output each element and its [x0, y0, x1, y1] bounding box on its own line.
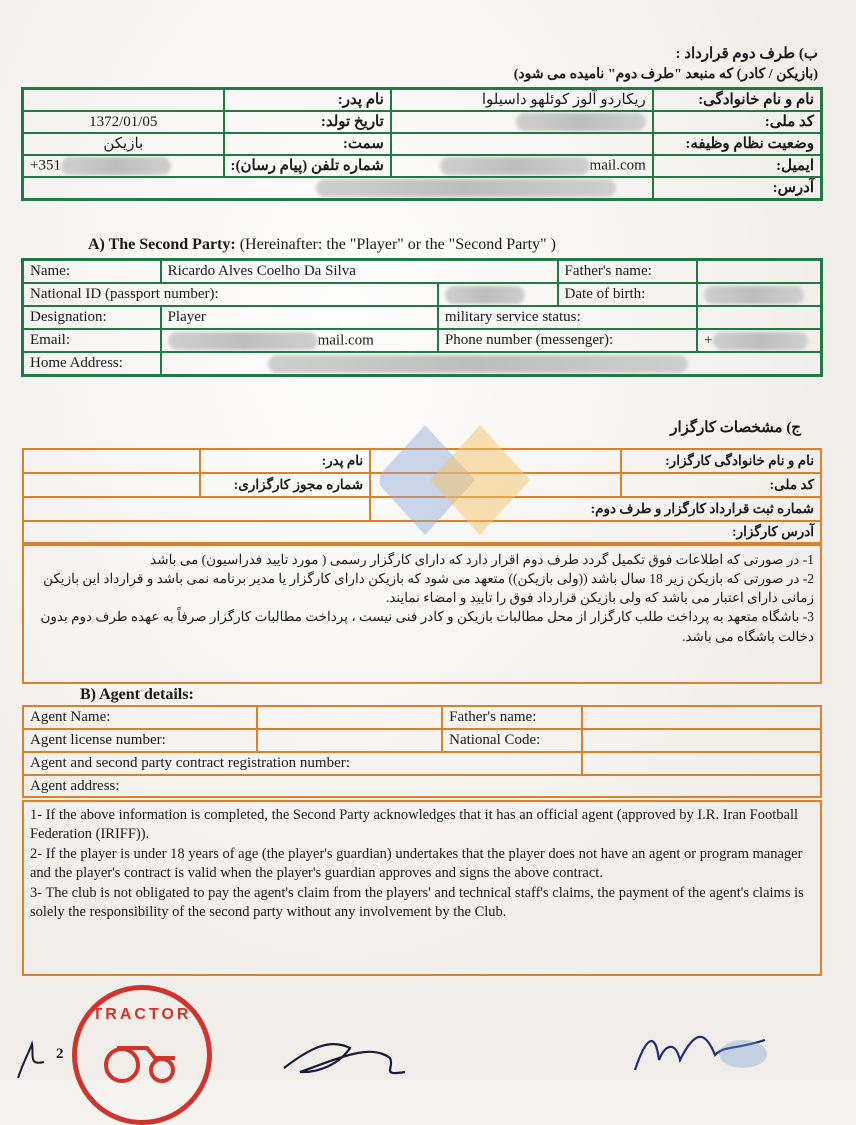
en-name-value: Ricardo Alves Coelho Da Silva: [161, 260, 558, 283]
en-nid-value: [438, 283, 558, 306]
en-note-2: 2- If the player is under 18 years of age (the player's guardian) undertakes that the player does not have an agent or program manager and the player's contract is valid when the player's guardian approves and signs the above contract.: [30, 845, 803, 882]
en-agent-father-value: [582, 706, 821, 729]
redaction-blur: [440, 157, 590, 175]
en-military-label: military service status:: [438, 306, 697, 329]
en-second-party-heading: A) The Second Party: (Hereinafter: the "Player" or the "Second Party" ): [88, 236, 556, 253]
fa-agent-license-label: شماره مجوز کارگزاری:: [200, 473, 370, 497]
en-designation-label: Designation:: [23, 306, 161, 329]
fa-agent-father-value: [23, 449, 200, 473]
redaction-blur: [316, 179, 616, 197]
fa-agent-notes: [22, 544, 822, 684]
fa-agent-address-label: آدرس کارگزار:: [23, 521, 821, 543]
fa-agent-reg-label: شماره ثبت قرارداد کارگزار و طرف دوم:: [370, 497, 821, 521]
fa-military-label: وضعیت نظام وظیفه:: [653, 133, 821, 155]
en-email-value: mail.com: [161, 329, 438, 352]
en-agent-name-label: Agent Name:: [23, 706, 257, 729]
en-address-label: Home Address:: [23, 352, 161, 375]
fa-phone-value: +351: [23, 155, 224, 177]
fa-second-party-subtitle: (بازیکن / کادر) که منبعد "طرف دوم" نامیده می شود): [513, 67, 818, 82]
en-agent-reg-value: [582, 752, 821, 775]
en-email-label: Email:: [23, 329, 161, 352]
fa-address-value: [23, 177, 653, 199]
en-agent-name-value: [257, 706, 442, 729]
en-address-value: [161, 352, 821, 375]
fa-email-value: mail.com: [391, 155, 653, 177]
fa-note-2: 2- در صورتی که بازیکن زیر 18 سال باشد ((ولی بازیکن)) متعهد می شود که بازیکن دارای کارگزار یا مدیر برنامه نمی باشد و قرارداد این بازیکن زمانی دارای اعتبار می باشد که ولی بازیکن قرارداد فوق را تایید و امضاء نمایند.: [43, 571, 814, 606]
redaction-blur: [268, 355, 688, 373]
fa-nid-value: [391, 111, 653, 133]
fa-post-value: بازیکن: [23, 133, 224, 155]
fa-agent-nid-label: کد ملی:: [621, 473, 821, 497]
fa-address-label: آدرس:: [653, 177, 821, 199]
fa-phone-label: شماره تلفن (پیام رسان):: [224, 155, 391, 177]
fa-second-party-title: ب) طرف دوم قرارداد :: [675, 46, 818, 62]
en-phone-label: Phone number (messenger):: [438, 329, 697, 352]
redaction-blur: [445, 286, 525, 304]
fa-name-value: ریکاردو آلوز کوئلهو داسیلوا: [391, 89, 653, 111]
redaction-blur: [704, 286, 804, 304]
club-stamp-icon: TRACTOR: [72, 985, 212, 1125]
fa-note-3: 3- باشگاه متعهد به پرداخت طلب کارگزار از محل مطالبات بازیکن و کادر فنی نیست ، پرداخت مطالبات کارگزار صرفاً به عهده طرف دوم بدون دخالت باشگاه می باشد.: [40, 609, 814, 644]
en-agent-heading: B) Agent details:: [80, 686, 194, 703]
en-agent-notes: [22, 800, 822, 976]
en-military-value: [697, 306, 821, 329]
agent-signature-icon: [280, 1028, 410, 1080]
redaction-blur: [168, 332, 318, 350]
fa-father-value: [23, 89, 224, 111]
en-agent-national-code-value: [582, 729, 821, 752]
en-agent-address-label: Agent address:: [23, 775, 821, 797]
fa-name-label: نام و نام خانوادگی:: [653, 89, 821, 111]
en-agent-table: [22, 705, 822, 798]
redaction-blur: [61, 157, 171, 175]
fa-agent-father-label: نام پدر:: [200, 449, 370, 473]
en-agent-national-code-label: National Code:: [442, 729, 582, 752]
en-agent-reg-label: Agent and second party contract registration number:: [23, 752, 582, 775]
en-phone-value: +: [697, 329, 821, 352]
fa-father-label: نام پدر:: [224, 89, 391, 111]
watermark-logo-icon: [380, 425, 530, 535]
fa-military-value: [391, 133, 653, 155]
en-agent-license-label: Agent license number:: [23, 729, 257, 752]
en-father-value: [697, 260, 821, 283]
en-agent-father-label: Father's name:: [442, 706, 582, 729]
en-designation-value: Player: [161, 306, 438, 329]
en-note-1: 1- If the above information is completed, the Second Party acknowledges that it has an official agent (approved by I.R. Iran Football Federation (IRIFF)).: [30, 807, 799, 843]
fa-post-label: سمت:: [224, 133, 391, 155]
en-note-3: 3- The club is not obligated to pay the agent's claim from the players' and technical staff's claims, the payment of the agent's claims is solely the responsibility of the second party without any involvement by the Club.: [30, 884, 804, 921]
en-dob-label: Date of birth:: [558, 283, 698, 306]
fa-party-table: [22, 88, 822, 200]
redaction-blur: [713, 332, 808, 350]
fa-email-label: ایمیل:: [653, 155, 821, 177]
en-agent-license-value: [257, 729, 442, 752]
redaction-blur: [516, 113, 646, 131]
en-party-table: [22, 259, 822, 376]
tractor-emblem-icon: [97, 1030, 187, 1090]
fa-note-1: 1- در صورتی که اطلاعات فوق تکمیل گردد طرف دوم اقرار دارد که دارای کارگزار رسمی ( مورد تایید فدراسیون) می باشد: [150, 552, 814, 567]
en-nid-label: National ID (passport number):: [23, 283, 438, 306]
en-name-label: Name:: [23, 260, 161, 283]
fa-dob-value: 1372/01/05: [23, 111, 224, 133]
fa-agent-heading: ج) مشخصات کارگزار: [670, 420, 801, 436]
page-number: 2: [56, 1046, 64, 1062]
en-dob-value: [697, 283, 821, 306]
initials-signature-icon: [14, 1040, 50, 1080]
fa-dob-label: تاریخ تولد:: [224, 111, 391, 133]
player-signature-icon: [625, 1020, 775, 1080]
en-father-label: Father's name:: [558, 260, 698, 283]
fa-agent-reg-value: [23, 497, 370, 521]
fa-agent-license-value: [23, 473, 200, 497]
fa-agent-name-label: نام و نام خانوادگی کارگزار:: [621, 449, 821, 473]
fa-nid-label: کد ملی:: [653, 111, 821, 133]
